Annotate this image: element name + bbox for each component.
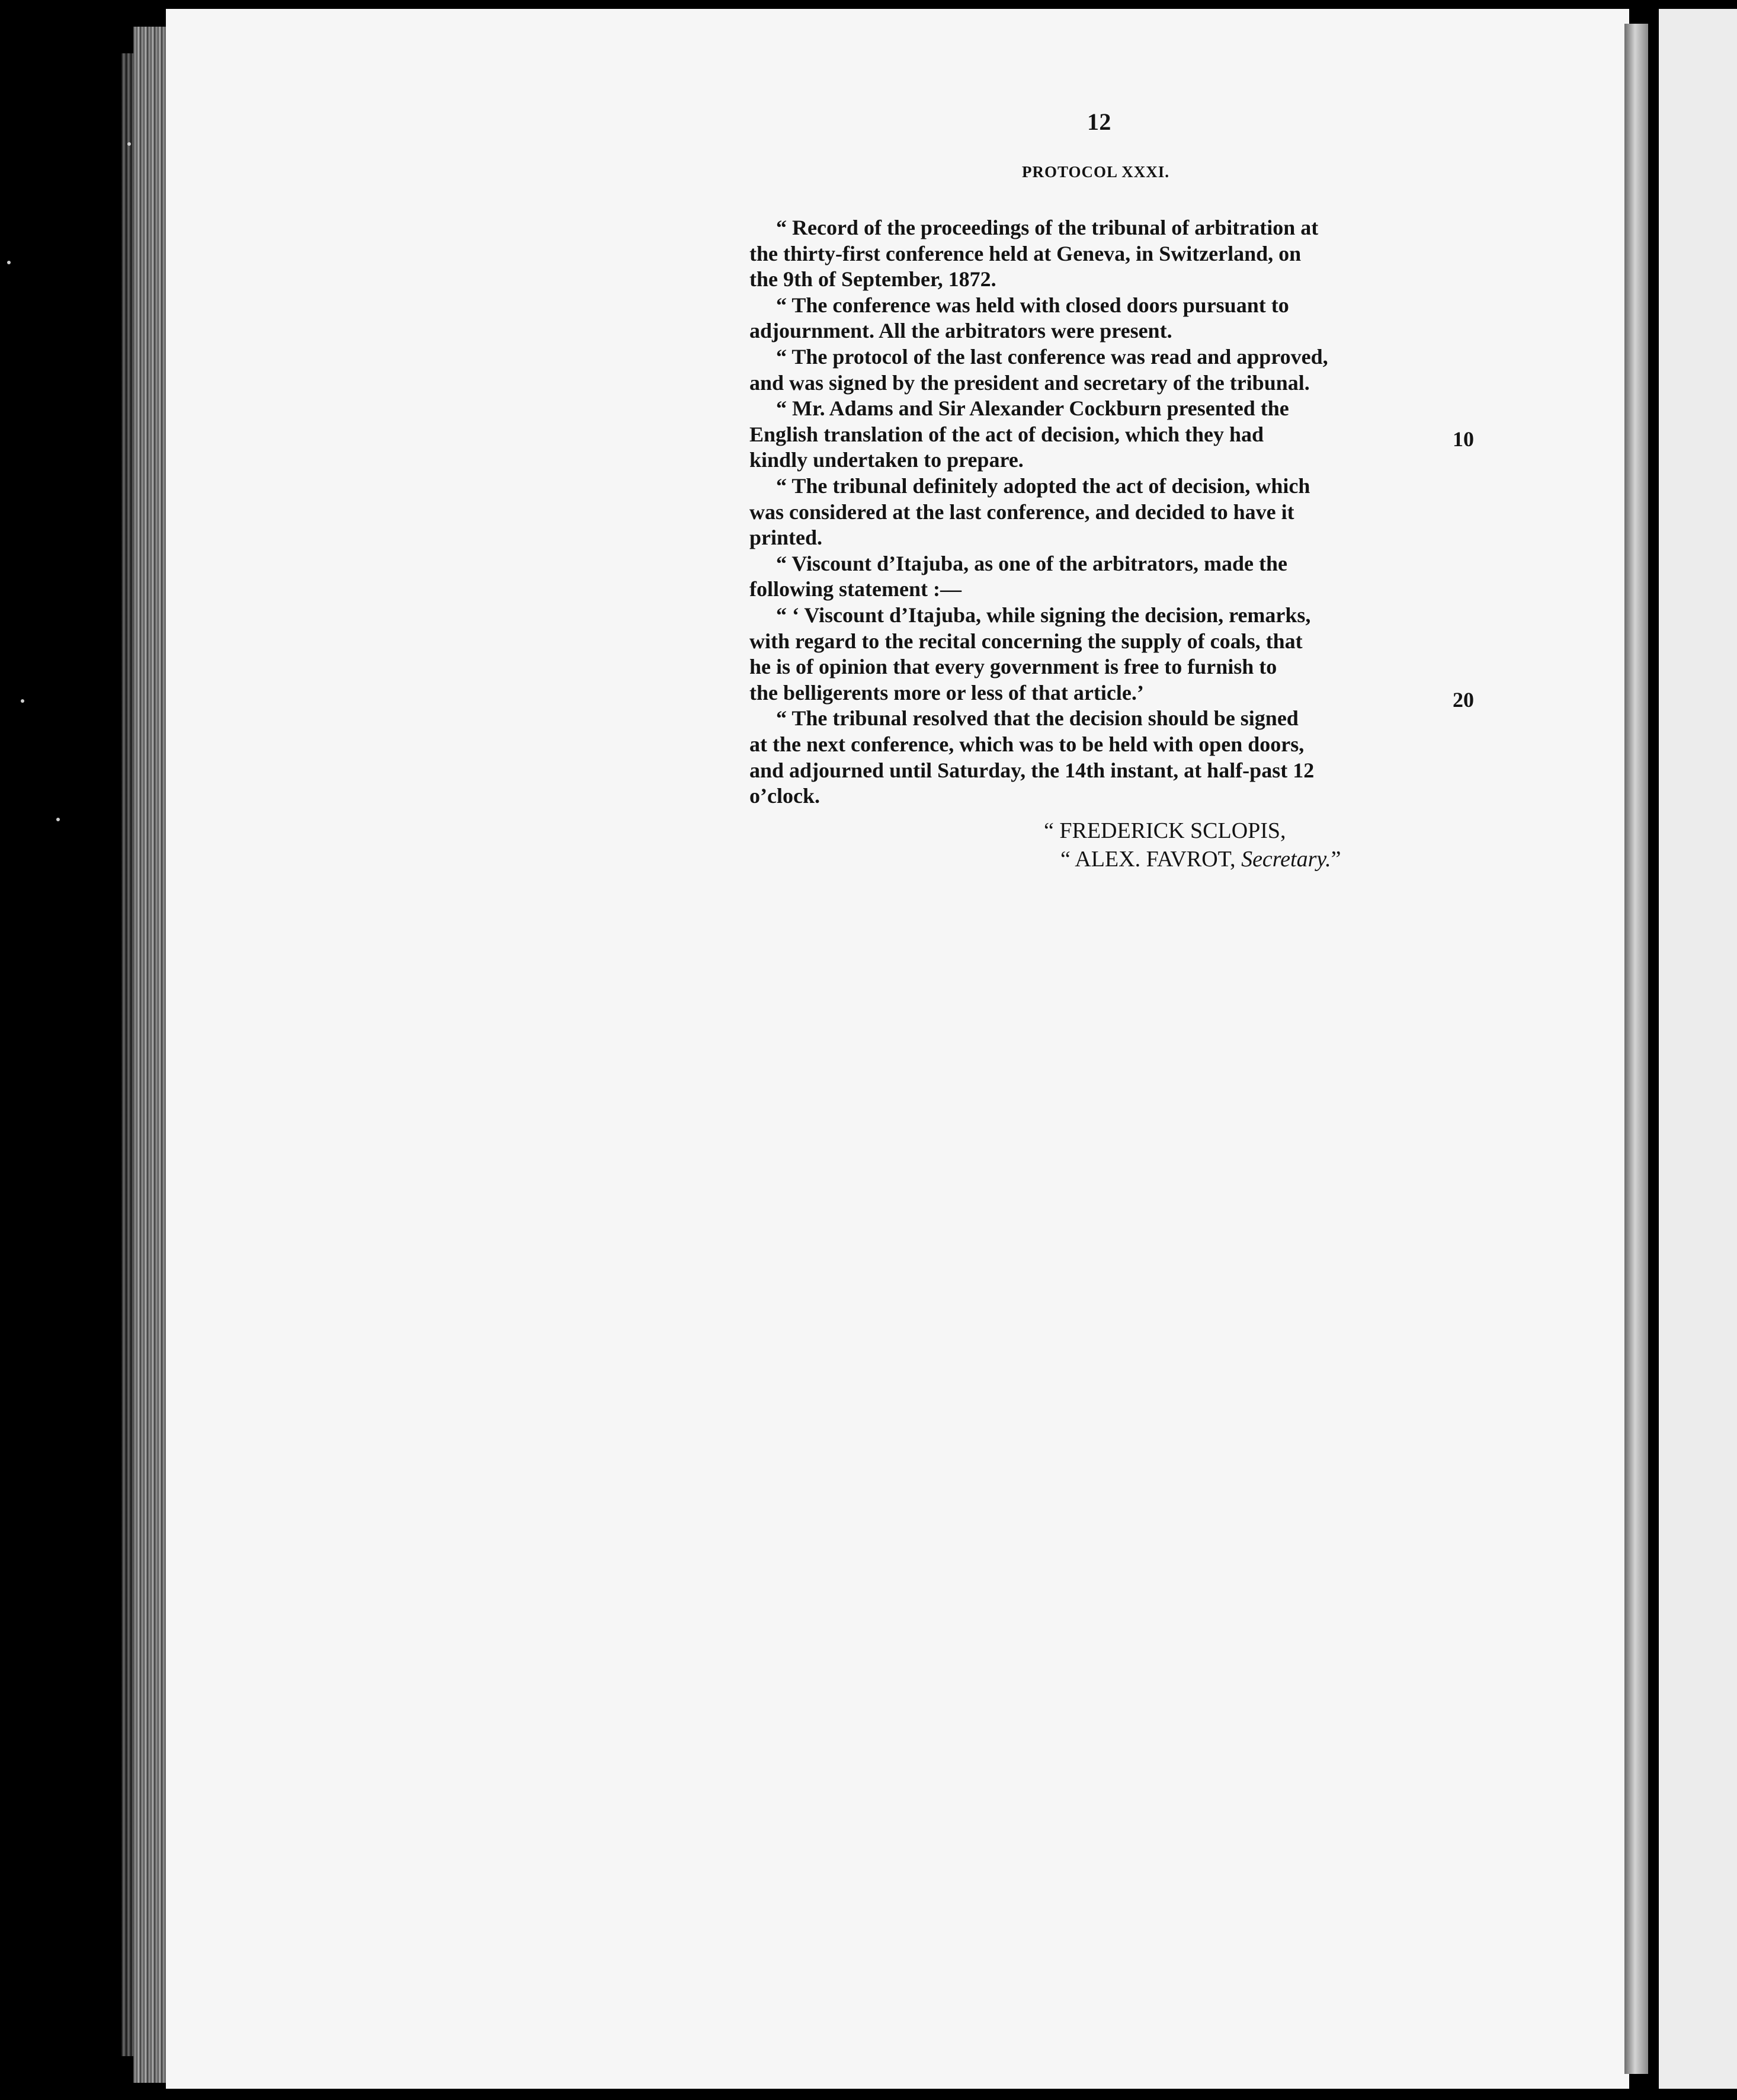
body-line: the 9th of September, 1872.	[749, 267, 996, 291]
body-line: and was signed by the president and secretary of the tribunal.	[749, 371, 1310, 395]
body-line: “ The conference was held with closed doors pursuant to	[776, 293, 1289, 317]
scan-speck	[127, 142, 131, 146]
book-right-edge	[1624, 24, 1648, 2074]
body-line: English translation of the act of decision, which they had	[749, 422, 1264, 446]
body-line: “ ‘ Viscount d’Itajuba, while signing the decision, remarks,	[776, 603, 1311, 627]
body-line: the belligerents more or less of that article.’	[749, 681, 1144, 705]
signature-favrot	[1060, 846, 1341, 872]
body-line: kindly undertaken to prepare.	[749, 448, 1024, 472]
body-line: following statement :—	[749, 577, 962, 601]
line-number-20: 20	[1453, 688, 1474, 712]
body-line: and adjourned until Saturday, the 14th instant, at half-past 12	[749, 758, 1315, 782]
book-page-edges	[133, 27, 166, 2083]
body-line: “ The tribunal resolved that the decision should be signed	[776, 706, 1299, 730]
signature-favrot-name: “ ALEX. FAVROT,	[1060, 847, 1242, 872]
scan-speck	[7, 261, 11, 264]
body-line: printed.	[749, 526, 823, 549]
signature-favrot-close: ”	[1331, 847, 1341, 872]
body-line: the thirty-first conference held at Geneva, in Switzerland, on	[749, 242, 1302, 265]
body-line: adjournment. All the arbitrators were present.	[749, 319, 1172, 342]
body-line: o’clock.	[749, 784, 820, 808]
page-number: 12	[1087, 108, 1111, 135]
book-spine-shadow	[121, 53, 134, 2056]
scan-speck	[21, 699, 24, 703]
facing-page-edge	[1659, 9, 1737, 2089]
signature-sclopis: “ FREDERICK SCLOPIS,	[1044, 818, 1286, 843]
body-line: was considered at the last conference, and decided to have it	[749, 500, 1294, 524]
scan-speck	[56, 818, 60, 821]
body-line: “ The protocol of the last conference was read and approved,	[776, 345, 1328, 369]
body-line: “ Viscount d’Itajuba, as one of the arbitrators, made the	[776, 552, 1287, 575]
body-line: “ Mr. Adams and Sir Alexander Cockburn presented the	[776, 396, 1289, 420]
protocol-heading: PROTOCOL XXXI.	[1022, 163, 1170, 181]
line-number-10: 10	[1453, 427, 1474, 451]
body-line: “ The tribunal definitely adopted the act of decision, which	[776, 474, 1310, 498]
body-line: he is of opinion that every government is free to furnish to	[749, 655, 1277, 678]
body-line: “ Record of the proceedings of the tribunal of arbitration at	[776, 216, 1319, 239]
signature-favrot-title: Secretary.	[1241, 847, 1331, 872]
body-line: with regard to the recital concerning the supply of coals, that	[749, 629, 1303, 653]
body-line: at the next conference, which was to be held with open doors,	[749, 732, 1305, 756]
